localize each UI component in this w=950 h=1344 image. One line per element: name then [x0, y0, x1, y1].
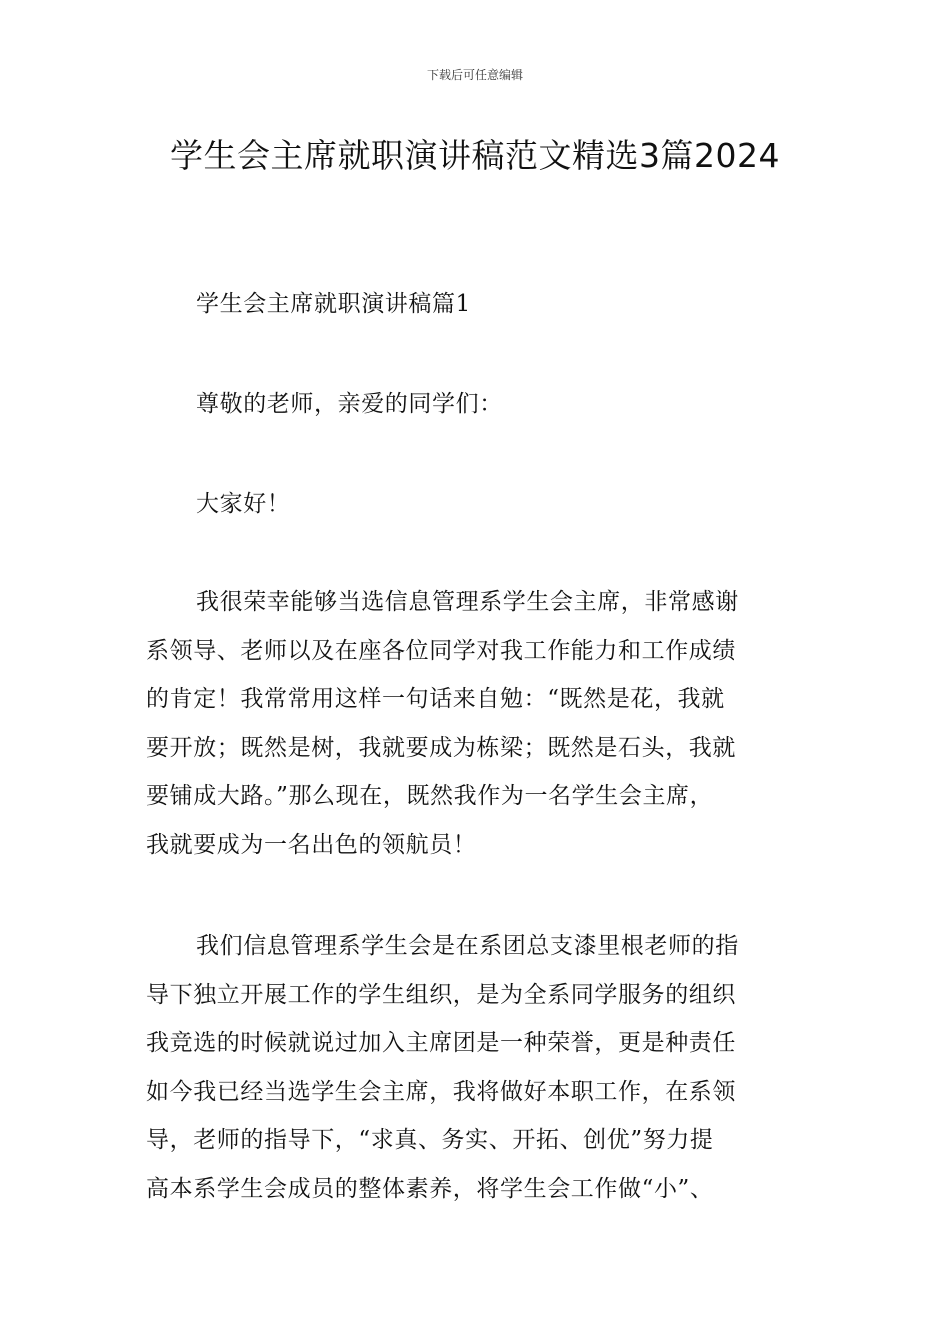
paragraph-line: 如今我已经当选学生会主席，我将做好本职工作，在系领 — [146, 1078, 736, 1105]
salutation: 尊敬的老师，亲爱的同学们： — [196, 391, 503, 417]
paragraph-line: 导，老师的指导下，“求真、务实、开拓、创优”努力提 — [146, 1127, 714, 1153]
greeting: 大家好！ — [196, 491, 291, 517]
paragraph-line: 我们信息管理系学生会是在系团总支漆里根老师的指 — [196, 933, 739, 959]
document-title: 学生会主席就职演讲稿范文精选3篇2024 — [170, 136, 780, 175]
section-heading: 学生会主席就职演讲稿篇1 — [196, 291, 471, 317]
paragraph-line: 我竞选的时候就说过加入主席团是一种荣誉，更是种责任 — [146, 1030, 736, 1056]
paragraph-line: 高本系学生会成员的整体素养，将学生会工作做“小”、 — [146, 1175, 714, 1202]
paragraph-2 — [146, 922, 808, 1213]
paragraph-line: 导下独立开展工作的学生组织，是为全系同学服务的组织 — [146, 981, 736, 1008]
paragraph-line: 系领导、老师以及在座各位同学对我工作能力和工作成绩 — [146, 637, 736, 664]
paragraph-line: 我很荣幸能够当选信息管理系学生会主席，非常感谢 — [196, 589, 739, 615]
paragraph-line: 要铺成大路。”那么现在，既然我作为一名学生会主席， — [146, 783, 714, 809]
paragraph-line: 我就要成为一名出色的领航员！ — [146, 831, 477, 858]
header-note: 下载后可任意编辑 — [426, 68, 523, 82]
paragraph-line: 的肯定！我常常用这样一句话来自勉：“既然是花，我就 — [146, 686, 725, 712]
paragraph-1 — [146, 578, 808, 869]
paragraph-line: 要开放；既然是树，我就要成为栋梁；既然是石头，我就 — [146, 734, 736, 761]
